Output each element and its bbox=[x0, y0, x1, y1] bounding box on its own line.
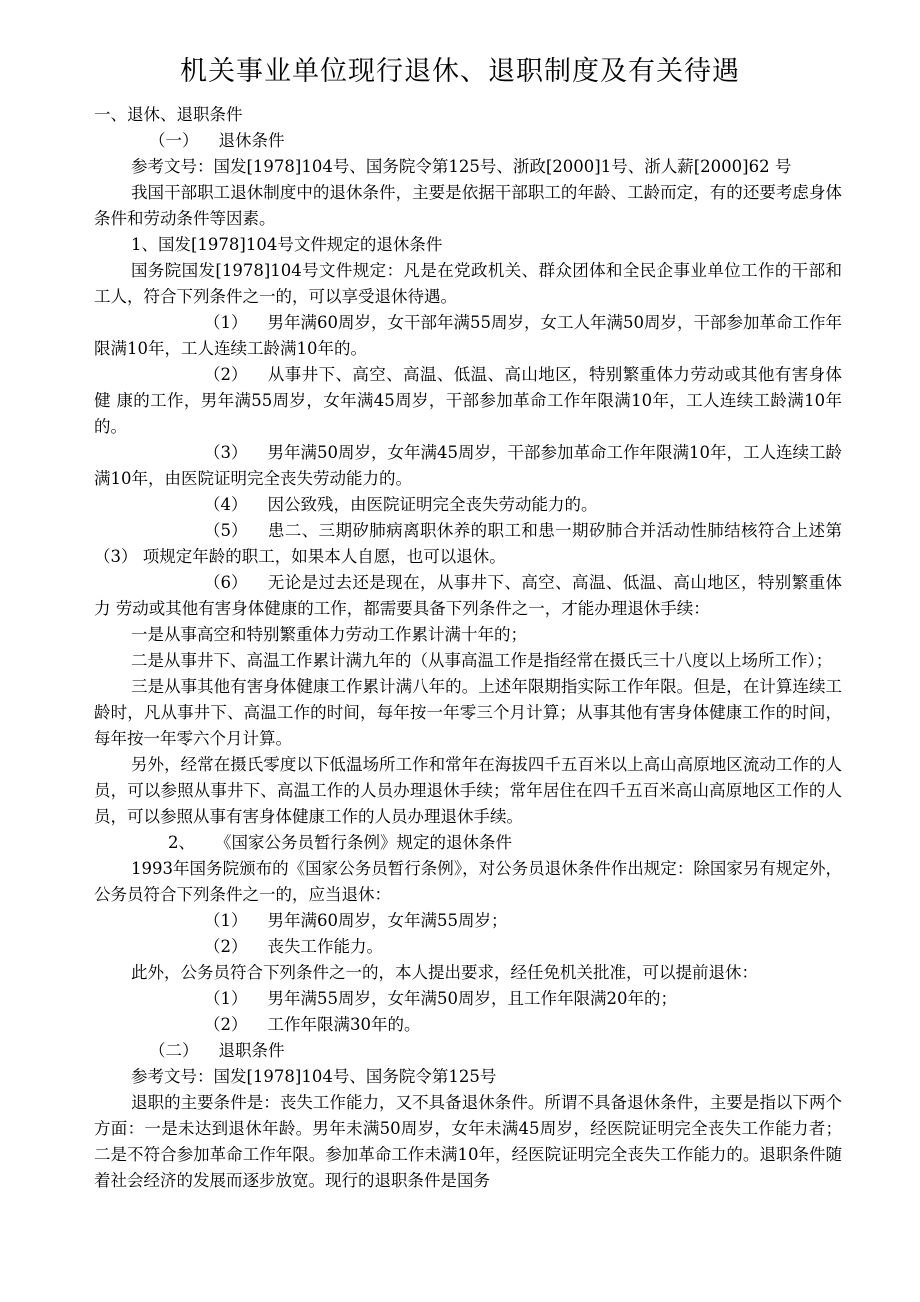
paragraph-text: 我国干部职工退休制度中的退休条件，主要是依据干部职工的年龄、工龄而定，有的还要考虑身体条件和劳动条件等因素。 bbox=[94, 183, 842, 228]
paragraph-text: 1993年国务院颁布的《国家公务员暂行条例》，对公务员退休条件作出规定：除国家另有规定外，公务员符合下列条件之一的，应当退休： bbox=[94, 859, 842, 904]
paragraph-text: 一是从事高空和特别繁重体力劳动工作累计满十年的； bbox=[131, 625, 527, 644]
paragraph-text: 男年满50周岁，女年满45周岁，干部参加革命工作年限满10年，工人连续工龄满10年，由医院证明完全丧失劳动能力的。 bbox=[94, 443, 842, 488]
item-number: （一） bbox=[149, 131, 199, 150]
paragraph bbox=[94, 856, 842, 908]
paragraph bbox=[94, 622, 842, 648]
paragraph bbox=[94, 674, 842, 752]
paragraph-text: 参考文号：国发[1978]104号、国务院令第125号、浙政[2000]1号、浙人薪[2000]62 号 bbox=[131, 157, 792, 176]
item-number: （5） bbox=[204, 521, 248, 540]
item-number: （1） bbox=[204, 989, 248, 1008]
paragraph-text: 退职的主要条件是：丧失工作能力，又不具备退休条件。所谓不具备退休条件，主要是指以下两个方面：一是未达到退休年龄。男年未满50周岁，女年未满45周岁，经医院证明完全丧失工作能力者；二是不符合参加革命工作年限。参加革命工作未满10年，经医院证明完全丧失工作能力的。退职条件随着社会经济的发展而逐步放宽。现行的退职条件是国务 bbox=[94, 1093, 842, 1190]
paragraph-text: 患二、三期矽肺病离职休养的职工和患一期矽肺合并活动性肺结核符合上述第（3） 项规定年龄的职工，如果本人自愿，也可以退休。 bbox=[94, 521, 842, 566]
document-body bbox=[94, 102, 842, 1194]
paragraph bbox=[94, 830, 842, 856]
paragraph-text: 三是从事其他有害身体健康工作累计满八年的。上述年限期指实际工作年限。但是，在计算连续工龄时，凡从事井下、高温工作的时间，每年按一年零三个月计算；从事其他有害身体健康工作的时间，每年按一年零六个月计算。 bbox=[94, 677, 842, 748]
item-number: （二） bbox=[149, 1041, 199, 1060]
paragraph bbox=[94, 154, 842, 180]
section-heading bbox=[94, 102, 842, 128]
paragraph bbox=[94, 960, 842, 986]
page-title: 机关事业单位现行退休、退职制度及有关待遇 bbox=[180, 56, 740, 87]
paragraph-text: 丧失工作能力。 bbox=[267, 937, 383, 956]
paragraph-text: 退职条件 bbox=[218, 1041, 285, 1060]
paragraph bbox=[94, 1090, 842, 1194]
section-heading bbox=[94, 128, 842, 154]
paragraph bbox=[94, 258, 842, 310]
paragraph-text: 工作年限满30年的。 bbox=[267, 1015, 421, 1034]
paragraph bbox=[94, 752, 842, 830]
paragraph bbox=[94, 570, 842, 622]
paragraph bbox=[94, 232, 842, 258]
paragraph-text: 另外，经常在摄氏零度以下低温场所工作和常年在海拔四千五百米以上高山高原地区流动工作的人员，可以参照从事井下、高温工作的人员办理退休手续；常年居住在四千五百米高山高原地区工作的人员，可以参照从事有害身体健康工作的人员办理退休手续。 bbox=[94, 755, 842, 826]
paragraph-text: 因公致残，由医院证明完全丧失劳动能力的。 bbox=[267, 495, 598, 514]
paragraph-text: 男年满55周岁，女年满50周岁，且工作年限满20年的； bbox=[267, 989, 677, 1008]
paragraph-text: 无论是过去还是现在，从事井下、高空、高温、低温、高山地区，特别繁重体力 劳动或其他有害身体健康的工作，都需要具备下列条件之一，才能办理退休手续： bbox=[94, 573, 842, 618]
item-number: （6） bbox=[204, 573, 248, 592]
paragraph bbox=[94, 310, 842, 362]
item-number: （2） bbox=[204, 1015, 248, 1034]
paragraph bbox=[94, 518, 842, 570]
paragraph bbox=[94, 908, 842, 934]
section-heading bbox=[94, 1038, 842, 1064]
paragraph-text: 《国家公务员暂行条例》规定的退休条件 bbox=[215, 833, 512, 852]
paragraph-text: 一、退休、退职条件 bbox=[94, 105, 243, 124]
item-number: （1） bbox=[204, 313, 248, 332]
item-number: （1） bbox=[204, 911, 248, 930]
paragraph bbox=[94, 440, 842, 492]
paragraph-text: 退休条件 bbox=[218, 131, 285, 150]
paragraph-text: 二是从事井下、高温工作累计满九年的（从事高温工作是指经常在摄氏三十八度以上场所工作）； bbox=[131, 651, 833, 670]
paragraph bbox=[94, 648, 842, 674]
paragraph bbox=[94, 180, 842, 232]
paragraph bbox=[94, 934, 842, 960]
paragraph bbox=[94, 986, 842, 1012]
paragraph-text: 从事井下、高空、高温、低温、高山地区，特别繁重体力劳动或其他有害身体健 康的工作，男年满55周岁，女年满45周岁，干部参加革命工作年限满10年，工人连续工龄满10年的。 bbox=[94, 365, 842, 436]
paragraph-text: 国务院国发[1978]104号文件规定：凡是在党政机关、群众团体和全民企事业单位工作的干部和工人，符合下列条件之一的，可以享受退休待遇。 bbox=[94, 261, 842, 306]
paragraph bbox=[94, 492, 842, 518]
paragraph bbox=[94, 1012, 842, 1038]
item-number: （4） bbox=[204, 495, 248, 514]
paragraph-text: 此外，公务员符合下列条件之一的，本人提出要求，经任免机关批准，可以提前退休： bbox=[131, 963, 758, 982]
paragraph-text: 参考文号：国发[1978]104号、国务院令第125号 bbox=[131, 1067, 497, 1086]
paragraph-text: 男年满60周岁，女年满55周岁； bbox=[267, 911, 508, 930]
item-number: （2） bbox=[204, 937, 248, 956]
paragraph-text: 男年满60周岁，女干部年满55周岁，女工人年满50周岁，干部参加革命工作年限满10年，工人连续工龄满10年的。 bbox=[94, 313, 842, 358]
paragraph bbox=[94, 362, 842, 440]
paragraph bbox=[94, 1064, 842, 1090]
item-number: （3） bbox=[204, 443, 248, 462]
item-number: （2） bbox=[204, 365, 248, 384]
item-number: 2、 bbox=[168, 833, 195, 852]
paragraph-text: 1、国发[1978]104号文件规定的退休条件 bbox=[131, 235, 443, 254]
